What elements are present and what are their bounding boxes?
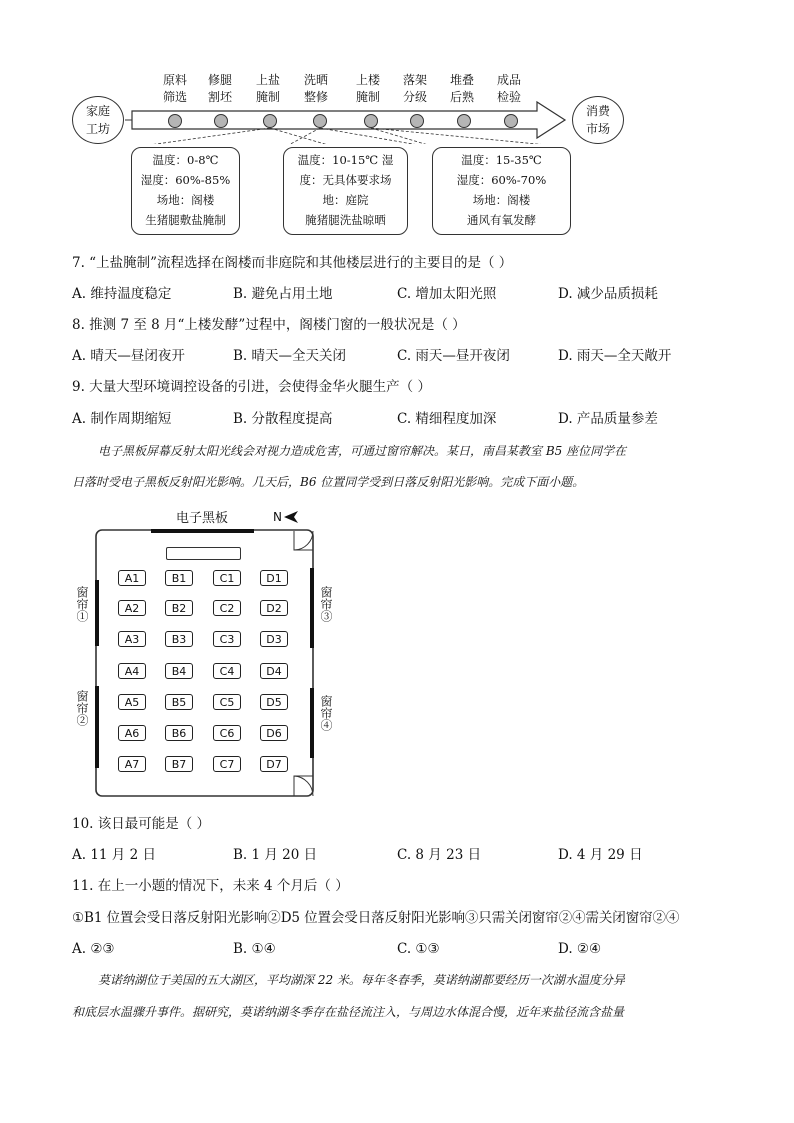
seat-b5: B5 bbox=[165, 694, 193, 710]
seat-d2: D2 bbox=[260, 600, 288, 616]
seat-d5: D5 bbox=[260, 694, 288, 710]
north-label: N bbox=[273, 510, 282, 524]
seat-c2: C2 bbox=[213, 600, 241, 616]
seat-d7: D7 bbox=[260, 756, 288, 772]
stage-dot bbox=[214, 114, 228, 128]
question-8-option-c[interactable]: C. 雨天—昼开夜闭 bbox=[397, 348, 510, 364]
curtain-1-label: 窗帘① bbox=[75, 586, 89, 622]
seat-b1: B1 bbox=[165, 570, 193, 586]
question-11-option-c[interactable]: C. ①③ bbox=[397, 941, 440, 957]
question-10-option-c[interactable]: C. 8 月 23 日 bbox=[397, 847, 482, 863]
seat-a5: A5 bbox=[118, 694, 146, 710]
seat-c7: C7 bbox=[213, 756, 241, 772]
seat-c5: C5 bbox=[213, 694, 241, 710]
passage-2-line-1: 莫诺纳湖位于美国的五大湖区，平均湖深 22 米。每年冬春季，莫诺纳湖都要经历一次湖水温度分异 bbox=[98, 973, 625, 987]
seat-b4: B4 bbox=[165, 663, 193, 679]
curtain-2-label: 窗帘② bbox=[75, 690, 89, 726]
seat-a6: A6 bbox=[118, 725, 146, 741]
condition-box-salting: 温度：0-8℃ 湿度：60%-85% 场地：阁楼 生猪腿敷盐腌制 bbox=[131, 147, 240, 235]
stage-dot bbox=[364, 114, 378, 128]
seat-d4: D4 bbox=[260, 663, 288, 679]
seat-b7: B7 bbox=[165, 756, 193, 772]
seat-c1: C1 bbox=[213, 570, 241, 586]
seat-c3: C3 bbox=[213, 631, 241, 647]
stage-label: 洗晒 整修 bbox=[303, 73, 328, 104]
stage-dot bbox=[313, 114, 327, 128]
seat-c6: C6 bbox=[213, 725, 241, 741]
seat-b2: B2 bbox=[165, 600, 193, 616]
question-11-stem: 11. 在上一小题的情况下，未来 4 个月后（ ） bbox=[72, 878, 349, 894]
question-11-option-b[interactable]: B. ①④ bbox=[233, 941, 276, 957]
stage-dot bbox=[168, 114, 182, 128]
seat-a2: A2 bbox=[118, 600, 146, 616]
lectern bbox=[166, 547, 241, 560]
seat-d6: D6 bbox=[260, 725, 288, 741]
question-8-option-b[interactable]: B. 晴天—全天关闭 bbox=[233, 348, 347, 364]
passage-1-line-2: 日落时受电子黑板反射阳光影响。几天后，B6 位置同学受到日落反射阳光影响。完成下面小题。 bbox=[72, 475, 585, 489]
question-11-option-a[interactable]: A. ②③ bbox=[72, 941, 115, 957]
seat-d1: D1 bbox=[260, 570, 288, 586]
stage-dot bbox=[504, 114, 518, 128]
question-7-option-c[interactable]: C. 增加太阳光照 bbox=[397, 286, 497, 302]
stage-dot bbox=[263, 114, 277, 128]
curtain-3-label: 窗帘③ bbox=[319, 586, 333, 622]
question-10-option-b[interactable]: B. 1 月 20 日 bbox=[233, 847, 318, 863]
stage-label: 修腿 割坯 bbox=[207, 73, 232, 104]
stage-label: 上楼 腌制 bbox=[355, 73, 380, 104]
question-8-stem: 8. 推测 7 至 8 月“上楼发酵”过程中，阁楼门窗的一般状况是（ ） bbox=[72, 317, 466, 333]
stage-dot bbox=[410, 114, 424, 128]
seat-a3: A3 bbox=[118, 631, 146, 647]
stage-label: 上盐 腌制 bbox=[255, 73, 280, 104]
stage-dot bbox=[457, 114, 471, 128]
seat-d3: D3 bbox=[260, 631, 288, 647]
question-10-stem: 10. 该日最可能是（ ） bbox=[72, 816, 211, 832]
north-arrow-icon bbox=[283, 510, 299, 524]
question-11-statements: ①B1 位置会受日落反射阳光影响②D5 位置会受日落反射阳光影响③只需关闭窗帘②④需关闭窗帘②④ bbox=[72, 910, 680, 926]
question-7-option-d[interactable]: D. 减少品质损耗 bbox=[558, 286, 658, 302]
question-11-option-d[interactable]: D. ②④ bbox=[558, 941, 602, 957]
stage-label: 落架 分级 bbox=[402, 73, 427, 104]
home-workshop-node: 家庭 工坊 bbox=[72, 96, 124, 144]
passage-2-line-2: 和底层水温骤升事件。据研究，莫诺纳湖冬季存在盐径流注入，与周边水体混合慢，近年来盐径流含盐量 bbox=[72, 1005, 625, 1019]
question-10-option-d[interactable]: D. 4 月 29 日 bbox=[558, 847, 643, 863]
stage-label: 成品 检验 bbox=[496, 73, 521, 104]
condition-box-drying: 温度：10-15℃ 湿 度：无具体要求场 地：庭院 腌猪腿洗盐晾晒 bbox=[283, 147, 408, 235]
board-label: 电子黑板 bbox=[176, 511, 229, 526]
passage-1-line-1: 电子黑板屏幕反射太阳光线会对视力造成危害，可通过窗帘解决。某日，南昌某教室 B5 座位同学在 bbox=[98, 444, 627, 458]
curtain-4-label: 窗帘④ bbox=[319, 695, 333, 731]
seat-a7: A7 bbox=[118, 756, 146, 772]
seat-c4: C4 bbox=[213, 663, 241, 679]
question-9-stem: 9. 大量大型环境调控设备的引进，会使得金华火腿生产（ ） bbox=[72, 379, 431, 395]
question-9-option-d[interactable]: D. 产品质量参差 bbox=[558, 411, 658, 427]
consumer-market-node: 消费 市场 bbox=[572, 96, 624, 144]
question-8-option-d[interactable]: D. 雨天—全天敞开 bbox=[558, 348, 672, 364]
condition-box-fermentation: 温度：15-35℃ 湿度：60%-70% 场地：阁楼 通风有氧发酵 bbox=[432, 147, 571, 235]
question-9-option-a[interactable]: A. 制作周期缩短 bbox=[72, 411, 172, 427]
seat-b6: B6 bbox=[165, 725, 193, 741]
question-7-option-a[interactable]: A. 维持温度稳定 bbox=[72, 286, 172, 302]
question-9-option-b[interactable]: B. 分散程度提高 bbox=[233, 411, 333, 427]
question-7-option-b[interactable]: B. 避免占用土地 bbox=[233, 286, 333, 302]
seat-b3: B3 bbox=[165, 631, 193, 647]
question-9-option-c[interactable]: C. 精细程度加深 bbox=[397, 411, 497, 427]
question-10-option-a[interactable]: A. 11 月 2 日 bbox=[72, 847, 156, 863]
question-7-stem: 7. “上盐腌制”流程选择在阁楼而非庭院和其他楼层进行的主要目的是（ ） bbox=[72, 255, 513, 271]
seat-a4: A4 bbox=[118, 663, 146, 679]
stage-label: 原料 筛选 bbox=[162, 73, 187, 104]
stage-label: 堆叠 后熟 bbox=[449, 73, 474, 104]
question-8-option-a[interactable]: A. 晴天—昼闭夜开 bbox=[72, 348, 185, 364]
seat-a1: A1 bbox=[118, 570, 146, 586]
